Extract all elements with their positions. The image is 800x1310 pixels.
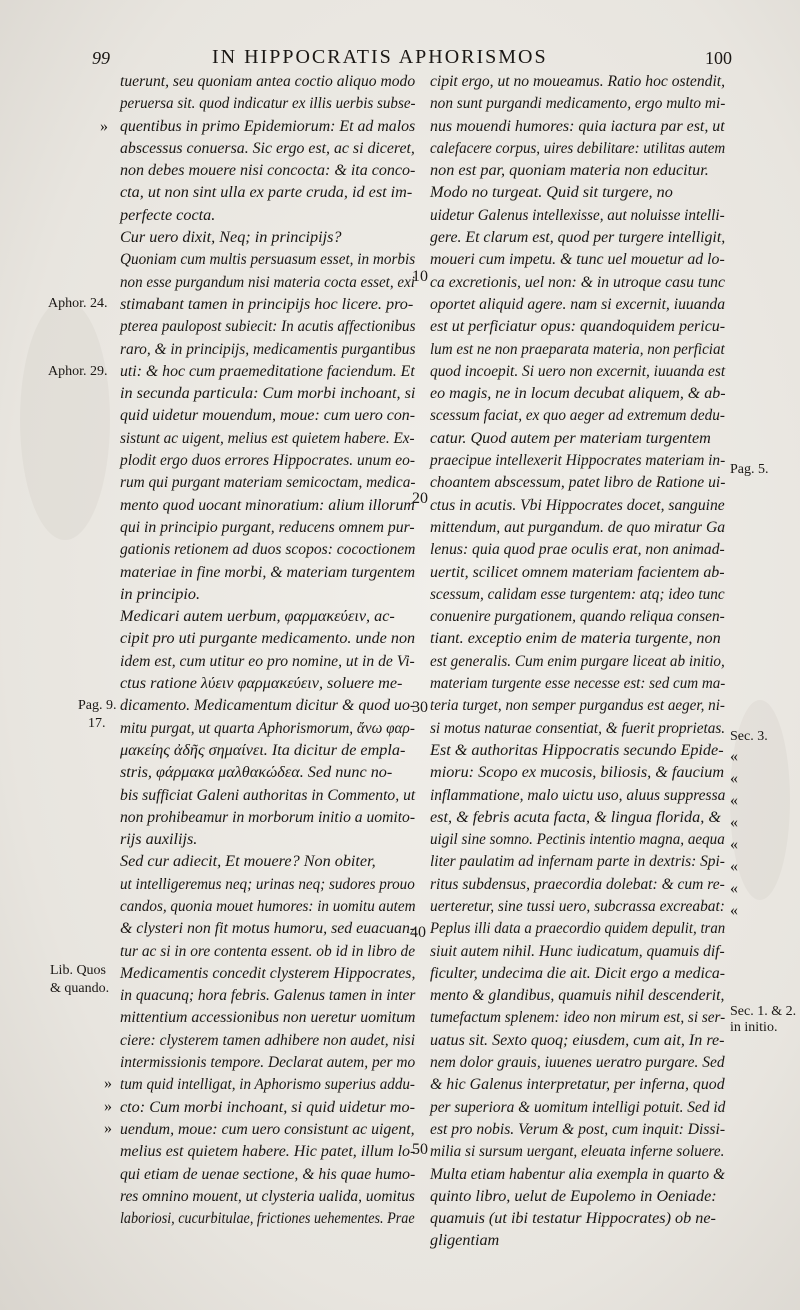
text-line: Medicari autem uerbum, φαρμακεύειν, ac- <box>120 607 395 626</box>
text-line: si motus naturae consentiat, & fuerit proprietas. <box>430 718 726 737</box>
line-number: 10 <box>412 268 428 285</box>
text-line: raro, & in principijs, medicamentis purgantibus <box>120 339 416 358</box>
text-line: est generalis. Cum enim purgare liceat ab initio, <box>430 651 725 670</box>
text-line: materiae in fine morbi, & materiam turgentem <box>120 562 416 581</box>
running-head <box>92 40 732 70</box>
text-line: stris, φάρμακα μαλθακώδεα. Sed nunc no- <box>120 763 393 782</box>
text-line: scessum, calidam esse turgentem: atq; ideo tunc <box>430 584 725 603</box>
text-line: nus mouendi humores: quia iactura par est, ut <box>430 116 725 135</box>
quote-mark: » <box>104 1098 112 1115</box>
text-line: perfecte cocta. <box>120 205 216 224</box>
text-line: cipit ergo, ut no moueamus. Ratio hoc ostendit, <box>430 72 726 90</box>
text-line: rijs auxilijs. <box>120 830 198 849</box>
text-line: ctus ratione λύειν φαρμακεύειν, soluere me- <box>120 674 403 693</box>
text-line: milia si sursum uergant, eleuata inferne soluere. <box>430 1142 725 1161</box>
text-line: cta, ut non sint ulla ex parte cruda, id est im- <box>120 183 413 202</box>
line-number: 30 <box>412 699 428 716</box>
text-line: idem est, cum utitur eo pro nomine, ut in de Vi- <box>120 651 415 670</box>
quote-mark: « <box>730 792 738 809</box>
margin-note-aphor-24: Aphor. 24. <box>48 296 108 311</box>
quote-mark: « <box>730 858 738 875</box>
text-line: tuerunt, seu quoniam antea coctio aliquo modo <box>120 72 416 90</box>
text-line: nem dolor grauis, iuuenes ueratro purgare. Sed <box>430 1053 725 1072</box>
text-line: Quoniam cum multis persuasum esset, in morbis <box>120 250 416 269</box>
text-line: Medicamentis concedit clysterem Hippocrates, <box>120 963 416 982</box>
text-line: gligentiam <box>430 1231 500 1250</box>
right-text-column <box>430 70 725 1252</box>
text-line: gationis retionem ad duos scopos: cococtionem <box>120 540 416 559</box>
margin-note-sec-1-2: Sec. 1. & 2. <box>730 1004 797 1019</box>
text-line: oportet aliquid agere. nam si excernit, iuuanda <box>430 294 726 313</box>
text-line: qui in principio purgant, reducens omnem pur- <box>120 517 415 536</box>
text-line: ritus subdensus, praecordia dolebat: & cum re- <box>430 874 725 893</box>
text-line: est pro nobis. Verum & post, cum inquit: Dissi- <box>430 1119 726 1138</box>
margin-note-pag-5: Pag. 5. <box>730 462 769 477</box>
text-line: ciere: clysterem tamen adhibere non audet, nisi <box>120 1030 416 1049</box>
text-line: plodit ergo duos errores Hippocrates. unum eo- <box>120 451 415 470</box>
text-line: est, & febris acuta facta, & lingua florida, & <box>430 807 721 826</box>
text-line: siuit autem nihil. Hunc iudicatum, quamuis dif- <box>430 941 725 960</box>
text-line: res omnino mouent, ut clysteria ualida, uomitus <box>120 1186 415 1205</box>
text-line: Modo no turgeat. Quid sit turgere, no <box>430 183 673 202</box>
text-line: dicamento. Medicamentum dicitur & quod uo- <box>120 696 416 715</box>
quote-mark: « <box>730 836 738 853</box>
text-line: teria turget, non semper purgandus est aeger, ni- <box>430 696 725 715</box>
text-line: non est par, quoniam materia non educitur. <box>430 161 709 180</box>
text-line: bis sufficiat Galeni authoritas in Commento, ut <box>120 785 416 804</box>
text-line: laboriosi, cucurbitulae, frictiones uehementes. Prae <box>120 1209 415 1228</box>
text-line: uerteretur, sine tussi uero, subcrassa excreabat: <box>430 896 725 915</box>
text-line: uti: & hoc cum praemeditatione faciendum. Et <box>120 361 415 380</box>
text-line: choantem abscessum, patet libro de Ratione ui- <box>430 473 726 492</box>
text-line: in principio. <box>120 584 201 603</box>
text-line: liter paulatim ad infernam parte in dextris: Spi- <box>430 852 725 871</box>
text-line: mento quod uocant minoratium: alium illorum <box>120 495 415 514</box>
text-line: uendum, moue: cum uero consistunt ac uigent, <box>120 1119 415 1138</box>
text-line: sistunt ac uigent, melius est quietem habere. Ex- <box>120 428 415 447</box>
text-line: qui etiam de uenae sectione, & his quae humo- <box>120 1164 416 1183</box>
margin-note-pag-9: Pag. 9. <box>78 698 117 713</box>
margin-note-lib-quos-cont: & quando. <box>50 981 110 996</box>
text-line: tur ac si in ore contenta essent. ob id in libro de <box>120 941 416 960</box>
text-line: non esse purgandum nisi materia cocta esset, exi <box>120 272 415 291</box>
text-line: pterea paulopost subiecit: In acutis affectionibus <box>120 317 416 336</box>
text-line: non debes mouere nisi concocta: & ita conco- <box>120 161 416 180</box>
text-line: in quacunq; hora febris. Galenus tamen in inter <box>120 986 416 1005</box>
text-line: gere. Et clarum est, quod per turgere intelligit, <box>430 228 726 247</box>
page-number-left: 99 <box>92 48 110 68</box>
text-line: intermissionis tempore. Declarat autem, per mo <box>120 1053 416 1072</box>
text-line: Cur uero dixit, Neq; in principijs? <box>120 228 342 247</box>
line-number: 40 <box>410 924 426 941</box>
text-line: quentibus in primo Epidemiorum: Et ad malos <box>120 116 416 135</box>
text-line: melius est quietem habere. Hic patet, illum lo- <box>120 1142 416 1161</box>
quote-mark: » <box>104 1075 112 1092</box>
line-number: 50 <box>412 1141 428 1158</box>
text-line: tum quid intelligat, in Aphorismo superius addu- <box>120 1075 415 1094</box>
margin-note-pag-9-cont: 17. <box>88 716 106 731</box>
text-line: non sunt purgandi medicamento, ergo multo mi- <box>430 94 726 113</box>
text-line: candos, quonia mouet humores: in uomitu autem <box>120 896 416 915</box>
text-line: praecipue intellexerit Hippocrates materiam in- <box>430 451 726 470</box>
text-line: uertit, scilicet omnem materiam facientem ab- <box>430 562 725 581</box>
text-line: peruersa sit. quod indicatur ex illis uerbis subse- <box>120 94 416 113</box>
text-line: cipit pro uti purgante medicamento. unde non <box>120 629 416 648</box>
text-line: cto: Cum morbi inchoant, si quid uidetur mo- <box>120 1097 415 1116</box>
text-line: ca excretionis, uel non: & in utroque casu tunc <box>430 272 725 291</box>
text-line: quid uidetur mouendum, moue: cum uero con- <box>120 406 416 425</box>
text-line: tiant. exceptio enim de materia turgente, non <box>430 629 721 648</box>
text-line: mioru: Scopo ex mucosis, biliosis, & faucium <box>430 763 725 782</box>
text-line: lum est ne non praeparata materia, non perficiat <box>430 339 725 358</box>
text-line: rum qui purgant materiam semicoctam, medica- <box>120 473 416 492</box>
quote-mark: « <box>730 880 738 897</box>
text-line: uidetur Galenus intellexisse, aut noluisse intelli- <box>430 205 725 224</box>
text-line: ut intelligeremus neq; urinas neq; sudores prouo <box>120 874 415 893</box>
text-line: Multa etiam habentur alia exempla in quarto & <box>430 1164 725 1183</box>
quote-mark: » <box>104 1120 112 1137</box>
left-text-column <box>120 70 415 1229</box>
page-number-right: 100 <box>705 48 732 68</box>
text-line: quod incoepit. Si uero non excernit, iuuanda est <box>430 361 726 380</box>
text-line: scessum faciat, ex quo aeger ad extremum dedu- <box>430 406 725 425</box>
text-line: mitu purgat, ut quarta Aphorismorum, ἄνω φαρ- <box>120 718 415 737</box>
text-line: non prohibeamur in morborum initio a uomito- <box>120 807 416 826</box>
text-line: est ut perficiatur opus: quandoquidem pericu- <box>430 317 726 336</box>
text-line: conuenire purgationem, quando reliqua consen- <box>430 607 725 626</box>
margin-note-in-initio: in initio. <box>730 1020 778 1035</box>
margin-note-lib-quos: Lib. Quos <box>50 963 106 978</box>
quote-mark: « <box>730 748 738 765</box>
text-line: tumefactum splenem: ideo non mirum est, si ser- <box>430 1008 726 1027</box>
running-title: IN HIPPOCRATIS APHORISMOS <box>212 46 548 68</box>
text-line: & hic Galenus interpretatur, per inferna, quod <box>430 1075 725 1094</box>
quote-mark: « <box>730 902 738 919</box>
text-line: uigil sine somno. Pectinis intentio magna, aequa <box>430 830 725 849</box>
quote-mark: « <box>730 814 738 831</box>
text-line: quinto libro, uelut de Eupolemo in Oeniade: <box>430 1186 717 1205</box>
text-line: Peplus illi data a praecordio quidem depulit, tran <box>430 919 726 938</box>
text-line: & clysteri non fit motus humoru, sed euacuan- <box>120 919 416 938</box>
text-line: in secunda particula: Cum morbi inchoant, si <box>120 384 416 403</box>
text-line: uatus sit. Sexto quoq; eiusdem, cum ait, In re- <box>430 1030 725 1049</box>
text-line: lenus: quia quod prae oculis erat, non animad- <box>430 540 725 559</box>
text-line: materiam turgente esse necesse est: sed cum ma- <box>430 674 726 693</box>
text-line: Sed cur adiecit, Et mouere? Non obiter, <box>120 852 376 871</box>
text-line: ficulter, undecima die ait. Dicit ergo a medica- <box>430 963 725 982</box>
text-line: catur. Quod autem per materiam turgentem <box>430 428 711 447</box>
margin-note-sec-3: Sec. 3. <box>730 729 768 744</box>
text-line: mittentium accessionibus non ueretur uomitum <box>120 1008 416 1027</box>
paper-stain <box>20 300 110 540</box>
text-line: calefacere corpus, uires debilitare: utilitas autem <box>430 138 726 157</box>
line-number: 20 <box>412 490 428 507</box>
quote-mark: » <box>100 118 108 135</box>
quote-mark: « <box>730 770 738 787</box>
text-line: Est & authoritas Hippocratis secundo Epide- <box>430 740 724 759</box>
text-line: per superiora & uomitum intelligi potuit. Sed id <box>430 1097 726 1116</box>
text-line: stimabant tamen in principijs hoc licere. pro- <box>120 294 414 313</box>
text-line: mittendum, aut purgandum. de quo miratur Ga <box>430 517 726 536</box>
text-line: quamuis (ut ibi testatur Hippocrates) ob ne- <box>430 1209 716 1228</box>
text-line: μακείης ἀδῆς σημαίνει. Ita dicitur de empla- <box>120 740 406 759</box>
text-line: abscessus conuersa. Sic ergo est, ac si diceret, <box>120 138 415 157</box>
margin-note-aphor-29: Aphor. 29. <box>48 364 108 379</box>
text-line: eo magis, ne in locum decubat aliquem, & ab- <box>430 384 726 403</box>
text-line: ctus in acutis. Vbi Hippocrates docet, sanguine <box>430 495 725 514</box>
text-line: mento & glandibus, quamuis nihil descenderit, <box>430 986 725 1005</box>
text-line: moueri cum impetu. & tunc uel mouetur ad lo- <box>430 250 725 269</box>
text-line: inflammatione, malo uictu uso, aluus suppressa <box>430 785 726 804</box>
